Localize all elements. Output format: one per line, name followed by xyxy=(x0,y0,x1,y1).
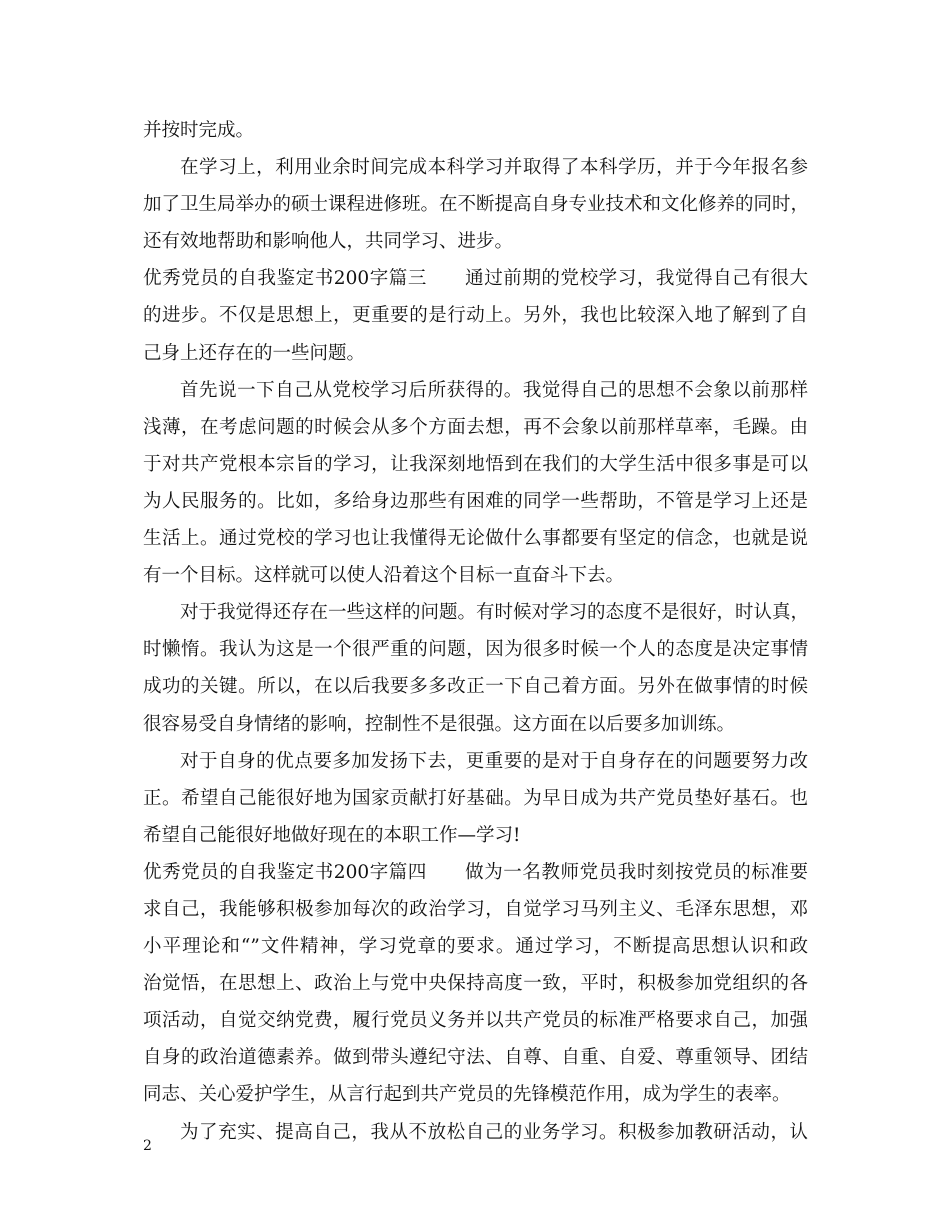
text-line: 为了充实、提高自己，我从不放松自己的业务学习。积极参加教研活动，认 xyxy=(180,1121,808,1143)
text-line: 浅薄，在考虑问题的时候会从多个方面去想，再不会象以前那样草率，毛躁。由 xyxy=(143,416,808,438)
text-line: 同志、关心爱护学生，从言行起到共产党员的先锋模范作用，成为学生的表率。 xyxy=(143,1084,791,1106)
text-line: 还有效地帮助和影响他人，共同学习、进步。 xyxy=(143,231,514,253)
text-line: 对于自身的优点要多加发扬下去，更重要的是对于自身存在的问题要努力改 xyxy=(180,750,808,772)
text-line: 并按时完成。 xyxy=(143,120,255,141)
text-line: 时懒惰。我认为这是一个很严重的问题，因为很多时候一个人的态度是决定事情 xyxy=(143,639,808,661)
text-line: 加了卫生局举办的硕士课程进修班。在不断提高自身专业技术和文化修养的同时， xyxy=(143,194,810,216)
page-number: 2 xyxy=(143,1138,152,1154)
text-line: 在学习上，利用业余时间完成本科学习并取得了本科学历，并于今年报名参 xyxy=(180,157,808,179)
text-line: 项活动，自觉交纳党费，履行党员义务并以共产党员的标准严格要求自己，加强 xyxy=(143,1010,808,1032)
text-line: 成功的关键。所以，在以后我要多多改正一下自己着方面。另外在做事情的时候 xyxy=(143,676,808,698)
text-line: 己身上还存在的一些问题。 xyxy=(143,342,366,364)
text-line: 首先说一下自己从党校学习后所获得的。我觉得自己的思想不会象以前那样 xyxy=(180,379,808,401)
text-line: 优秀党员的自我鉴定书200字篇四 做为一名教师党员我时刻按党员的标准要 xyxy=(143,861,808,883)
body-text xyxy=(143,112,808,1151)
text-line: 有一个目标。这样就可以使人沿着这个目标一直奋斗下去。 xyxy=(143,565,625,587)
text-line: 很容易受自身情绪的影响，控制性不是很强。这方面在以后要多加训练。 xyxy=(143,713,736,735)
text-line: 的进步。不仅是思想上，更重要的是行动上。另外，我也比较深入地了解到了自 xyxy=(143,305,808,327)
text-line: 优秀党员的自我鉴定书200字篇三 通过前期的党校学习，我觉得自己有很大 xyxy=(143,268,808,290)
text-line: 小平理论和“”文件精神，学习党章的要求。通过学习，不断提高思想认识和政 xyxy=(143,936,808,958)
text-line: 生活上。通过党校的学习也让我懂得无论做什么事都要有坚定的信念，也就是说 xyxy=(143,528,808,550)
text-line: 治觉悟，在思想上、政治上与党中央保持高度一致，平时，积极参加党组织的各 xyxy=(143,973,808,995)
text-line: 正。希望自己能很好地为国家贡献打好基础。为早日成为共产党员垫好基石。也 xyxy=(143,787,808,809)
text-line: 对于我觉得还存在一些这样的问题。有时候对学习的态度不是很好，时认真， xyxy=(180,602,810,624)
text-line: 自身的政治道德素养。做到带头遵纪守法、自尊、自重、自爱、尊重领导、团结 xyxy=(143,1047,808,1069)
text-line: 于对共产党根本宗旨的学习，让我深刻地悟到在我们的大学生活中很多事是可以 xyxy=(143,453,808,475)
text-line: 希望自己能很好地做好现在的本职工作—学习! xyxy=(143,824,521,846)
text-line: 为人民服务的。比如，多给身边那些有困难的同学一些帮助，不管是学习上还是 xyxy=(143,490,808,512)
text-line: 求自己，我能够积极参加每次的政治学习，自觉学习马列主义、毛泽东思想，邓 xyxy=(143,898,808,920)
